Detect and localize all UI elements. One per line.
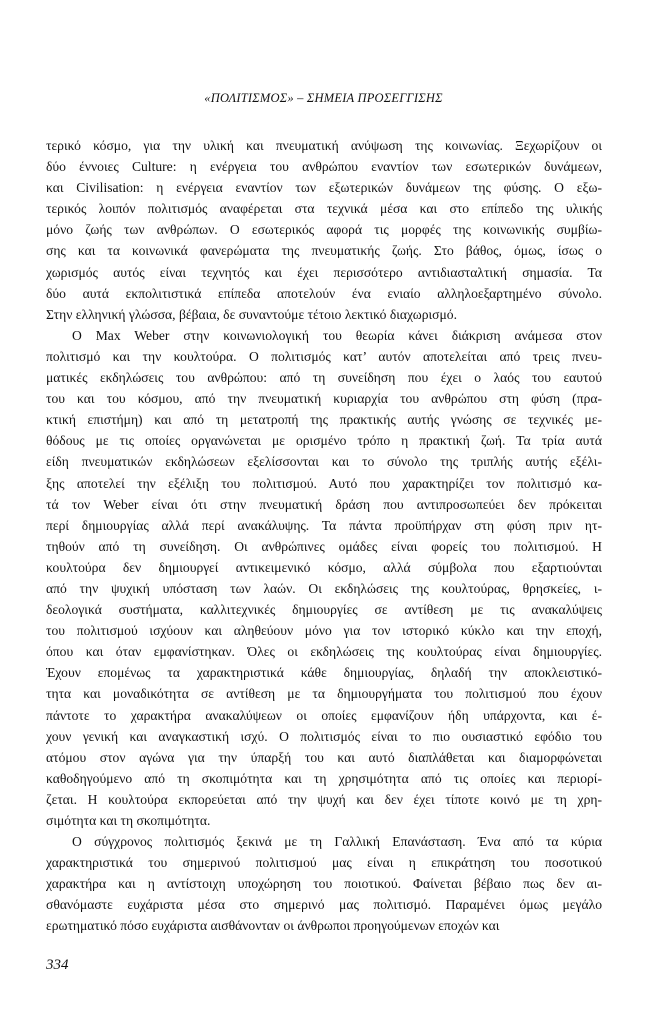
text-line: καθοδηγούμενο από τη σκοπιμότητα και τη χρησιμότητα από τις οποίες και περιορί- — [46, 770, 602, 786]
text-line: σιμότητα και τη σκοπιμότητα. — [46, 813, 211, 828]
text-line: από την ψυχική υπόσταση των λαών. Οι εκδηλώσεις της κουλτούρας, θρησκείες, ι- — [46, 580, 602, 596]
text-line: ερωτηματικό πόσο ευχάριστα αισθάνονταν οι άνθρωποι προηγούμενων εποχών και — [46, 918, 500, 934]
text-line: θόδους με τις οποίες οργανώνεται με ορισμένο τρόπο η πρακτική ζωή. Τα τρία αυτά — [46, 433, 602, 449]
text-line: χαρακτηριστικά του σημερινού πολιτισμού μας είναι η επικράτηση του ποσοτικού — [46, 855, 602, 871]
text-line: και Civilisation: η ενέργεια εναντίον των εξωτερικών δυνάμεων της φύσης. Ο εξω- — [46, 180, 602, 196]
text-line: σης και τα κοινωνικά φανερώματα της πνευματικής ζωής. Στο βάθος, όμως, ίσως ο — [46, 243, 602, 259]
text-line: τά τον Weber είναι ότι στην πνευματική δράση που αντιπροσωπεύει δεν πρόκειται — [46, 496, 602, 512]
text-line: δύο έννοιες Culture: η ενέργεια του ανθρώπου εναντίον των εσωτερικών δυνάμεων, — [46, 159, 602, 175]
text-line: είδη πνευματικών εκδηλώσεων εξελίσσονται και το σύνολο της τριπλής αυτής εξέλι- — [46, 454, 602, 470]
text-line: δεολογικά συστήματα, καλλιτεχνικές δημιουργίες σε αντίθεση με τις ανακαλύψεις — [46, 602, 602, 618]
text-line: του πολιτισμού ισχύουν και αληθεύουν μόνο για τον ιστορικό κύκλο και την εποχή, — [46, 623, 602, 639]
text-line: τερικός λοιπόν πολιτισμός αναφέρεται στα τεχνικά μέσα και στο επίπεδο της υλικής — [46, 201, 602, 217]
text-line: τερικό κόσμο, για την υλική και πνευματική ανύψωση της κοινωνίας. Ξεχωρίζουν οι — [46, 138, 602, 153]
text-line: ξης αποτελεί την εξέλιξη του πολιτισμού. Αυτό που χαρακτηρίζει τον πολιτισμό κα- — [46, 475, 602, 491]
text-line: όπου και όταν εμφανίστηκαν. Όλες οι εκδηλώσεις της κουλτούρας είναι δημιουργίες. — [46, 644, 602, 660]
text-line: χουν γενική και αναγκαστική ισχύ. Ο πολιτισμός είναι το πιο ουσιαστικό εφόδιο του — [46, 728, 602, 744]
text-line: Στην ελληνική γλώσσα, βέβαια, δε συναντούμε τέτοιο λεκτικό διαχωρισμό. — [46, 306, 457, 322]
page-number: 334 — [46, 957, 69, 973]
text-line: τητα και μοναδικότητα σε αντίθεση με τα δημιουργήματα του πολιτισμού που έχουν — [46, 686, 602, 702]
text-line: περί δημιουργίας αλλά περί ανακάλυψης. Τα πάντα προϋπήρχαν στη φύση πριν ητ- — [46, 517, 602, 533]
text-line: πάντοτε το χαρακτήρα ανακαλύψεων οι οποίες εμφανίζουν ήδη υπάρχοντα, και έ- — [46, 707, 602, 723]
text-line: τηθούν από τη συνείδηση. Οι ανθρώπινες ομάδες είναι φορείς του πολιτισμού. Η — [46, 538, 602, 554]
running-title: «ΠΟΛΙΤΙΣΜΟΣ» – ΣΗΜΕΙΑ ΠΡΟΣΕΓΓΙΣΗΣ — [204, 91, 443, 105]
text-line: χωρισμός αυτός είναι τεχνητός και έχει περισσότερο αντιδιασταλτική σημασία. Τα — [46, 264, 602, 280]
text-line: ατόμου στον αγώνα για την ύπαρξή του και αυτό διαπλάθεται και διαμορφώνεται — [46, 749, 602, 765]
text-line: δύο αυτά εκπολιτιστικά επίπεδα αποτελούν ένα ενιαίο αλληλοεξαρτημένο σύνολο. — [46, 285, 602, 301]
body-text — [46, 135, 602, 937]
text-line: ζεται. Η κουλτούρα εκπορεύεται από την ψυχή και δεν έχει τίποτε κοινό με τη χρη- — [46, 791, 602, 807]
text-line: πολιτισμό και την κουλτούρα. Ο πολιτισμός κατ’ αυτόν αποτελείται από τρεις πνευ- — [46, 348, 602, 364]
text-line: ματικές εκδηλώσεις του ανθρώπου: από τη συνείδηση που έχει ο λαός του εαυτού — [46, 370, 602, 386]
text-line: κουλτούρα δεν δημιουργεί αντικειμενικό κόσμο, αλλά σύμβολα που εξαρτιούνται — [46, 559, 602, 575]
text-line: του και του κόσμου, από την πνευματική κυριαρχία του ανθρώπου στη φύση (πρα- — [46, 391, 602, 407]
text-line: κτική επιστήμη) και από τη μετατροπή της πρακτικής αυτής γνώσης σε τεχνικές με- — [46, 412, 602, 428]
text-line: Έχουν επομένως τα χαρακτηριστικά κάθε δημιουργίας, δηλαδή την αποκλειστικό- — [46, 665, 602, 681]
text-line: μόνο ζωής των ανθρώπων. Ο εσωτερικός αφορά τις μορφές της κοινωνικής συμβίω- — [46, 222, 602, 238]
text-line: Ο Max Weber στην κοινωνιολογική του θεωρία κάνει διάκριση ανάμεσα στον — [72, 327, 602, 343]
text-line: σθανόμαστε ευχάριστα μέσα στο σημερινό μας πολιτισμό. Παραμένει όμως μεγάλο — [46, 897, 602, 913]
text-line: Ο σύγχρονος πολιτισμός ξεκινά με τη Γαλλική Επανάσταση. Ένα από τα κύρια — [72, 834, 602, 850]
text-line: χαρακτήρα και η αντίστοιχη υποχώρηση του ποιοτικού. Φαίνεται βέβαιο πως δεν αι- — [46, 876, 602, 892]
